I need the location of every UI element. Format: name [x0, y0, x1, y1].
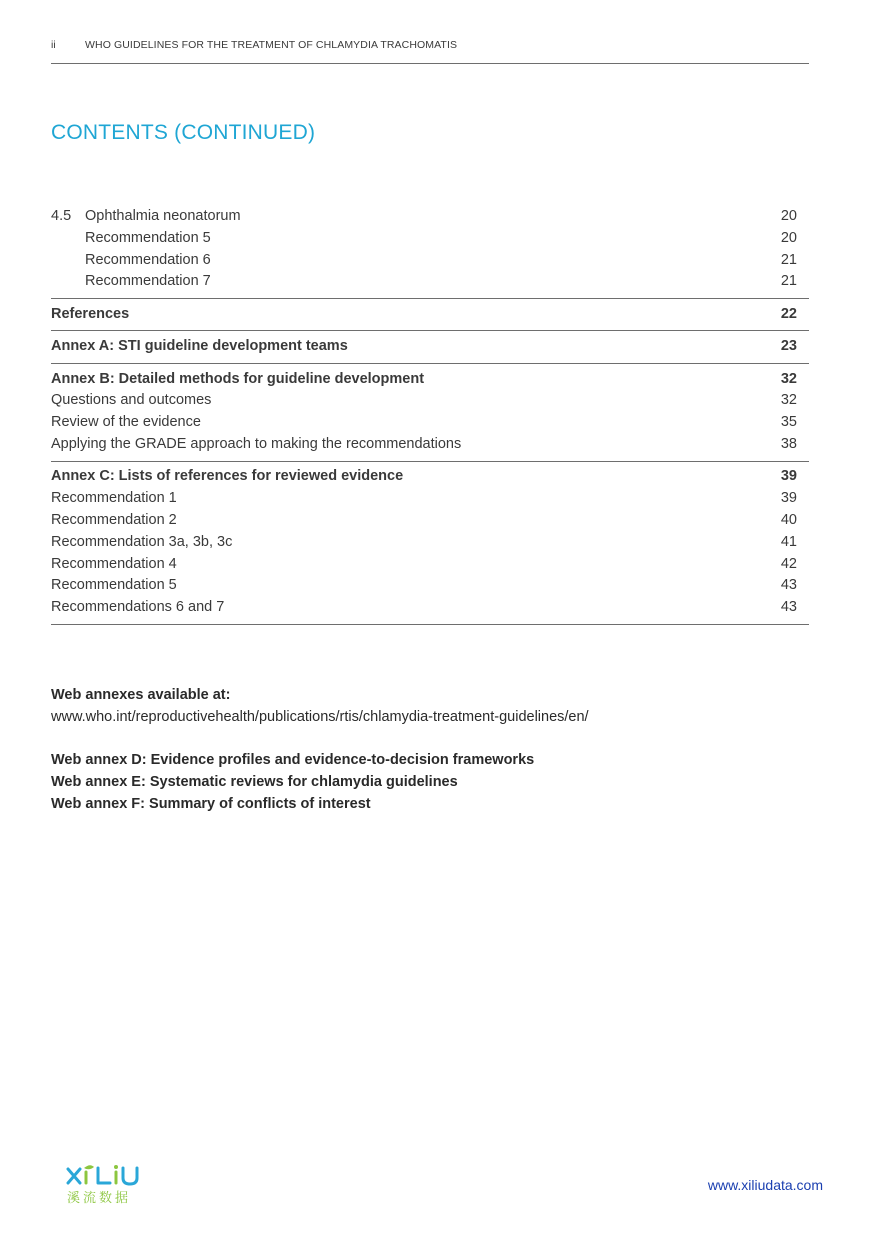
toc-divider [51, 363, 809, 364]
logo-chinese-text: 溪流数据 [67, 1191, 132, 1205]
logo-letter-l [98, 1168, 110, 1183]
toc-page: 41 [780, 533, 797, 550]
toc-row-annex-c-recommendation-5[interactable] [51, 575, 809, 597]
toc-label: Review of the evidence [51, 414, 201, 431]
toc-page: 32 [780, 392, 797, 409]
toc-label: Recommendation 5 [51, 577, 177, 594]
toc-row-annex-c[interactable] [51, 466, 809, 488]
toc-page: 35 [780, 414, 797, 431]
toc-divider [51, 330, 809, 331]
toc-row-recommendation-7[interactable] [51, 271, 809, 293]
toc-page: 20 [780, 208, 797, 224]
toc-row-grade-approach[interactable] [51, 434, 809, 456]
toc-row-4-5[interactable] [51, 206, 809, 228]
page-title: CONTENTS (CONTINUED) [51, 121, 316, 144]
toc-page: 22 [780, 305, 797, 322]
table-of-contents [51, 206, 809, 630]
header-running-title: WHO GUIDELINES FOR THE TREATMENT OF CHLAMYDIA TRACHOMATIS [85, 39, 458, 51]
toc-row-annex-c-recommendations-6-7[interactable] [51, 597, 809, 619]
toc-label: Annex C: Lists of references for reviewed evidence [51, 468, 404, 485]
toc-divider [51, 298, 809, 299]
toc-page: 42 [780, 555, 797, 572]
toc-label: Recommendation 3a, 3b, 3c [51, 533, 233, 550]
logo-letter-x [68, 1169, 80, 1183]
toc-label: Recommendation 5 [85, 229, 211, 246]
toc-page: 43 [780, 577, 797, 594]
toc-row-recommendation-5[interactable] [51, 228, 809, 250]
web-annexes-url-link[interactable]: www.who.int/reproductivehealth/publications/rtis/chlamydia-treatment-guidelines/en/ [51, 709, 589, 725]
toc-label: Applying the GRADE approach to making the recommendations [51, 435, 462, 452]
web-annex-d: Web annex D: Evidence profiles and evidence-to-decision frameworks [51, 752, 535, 768]
toc-label: Recommendation 7 [85, 273, 211, 290]
toc-label: Recommendation 1 [51, 490, 177, 507]
running-header [51, 39, 809, 51]
toc-row-questions-and-outcomes[interactable] [51, 390, 809, 412]
toc-row-annex-c-recommendation-3[interactable] [51, 532, 809, 554]
toc-label: Recommendation 4 [51, 555, 177, 572]
toc-row-annex-b[interactable] [51, 369, 809, 391]
toc-label: Annex A: STI guideline development teams [51, 338, 348, 355]
toc-label: Recommendation 2 [51, 511, 177, 528]
toc-row-review-of-evidence[interactable] [51, 412, 809, 434]
web-annexes-intro: Web annexes available at: [51, 687, 231, 703]
toc-row-references[interactable] [51, 304, 809, 326]
toc-label: References [51, 305, 130, 322]
toc-label: Annex B: Detailed methods for guideline development [51, 370, 425, 387]
toc-divider [51, 461, 809, 462]
header-divider [51, 63, 809, 64]
footer-website-link[interactable]: www.xiliudata.com [707, 1177, 823, 1193]
toc-page: 32 [780, 370, 797, 387]
web-annex-f: Web annex F: Summary of conflicts of interest [51, 796, 371, 812]
header-page-number: ii [51, 39, 56, 51]
toc-row-annex-a[interactable] [51, 336, 809, 358]
logo-letter-u [123, 1168, 137, 1184]
toc-row-annex-c-recommendation-4[interactable] [51, 554, 809, 576]
toc-page: 20 [780, 229, 797, 246]
toc-label: Recommendation 6 [85, 251, 211, 268]
xiliu-logo [66, 1163, 156, 1205]
toc-section-number: 4.5 [51, 208, 72, 224]
web-annex-e: Web annex E: Systematic reviews for chlamydia guidelines [51, 774, 458, 790]
web-annexes [51, 684, 809, 815]
toc-label: Recommendations 6 and 7 [51, 599, 225, 616]
toc-page: 39 [780, 468, 797, 485]
toc-row-annex-c-recommendation-2[interactable] [51, 510, 809, 532]
toc-label: Ophthalmia neonatorum [85, 208, 241, 224]
toc-row-annex-c-recommendation-1[interactable] [51, 488, 809, 510]
toc-page: 40 [780, 511, 797, 528]
leaf-icon [84, 1165, 94, 1169]
toc-page: 38 [780, 435, 797, 452]
toc-page: 23 [780, 338, 797, 355]
logo-dot [114, 1165, 118, 1169]
toc-page: 21 [780, 273, 797, 290]
toc-page: 43 [780, 599, 797, 616]
toc-row-recommendation-6[interactable] [51, 250, 809, 272]
toc-divider [51, 624, 809, 625]
toc-page: 21 [780, 251, 797, 268]
toc-page: 39 [780, 490, 797, 507]
toc-label: Questions and outcomes [51, 392, 212, 409]
